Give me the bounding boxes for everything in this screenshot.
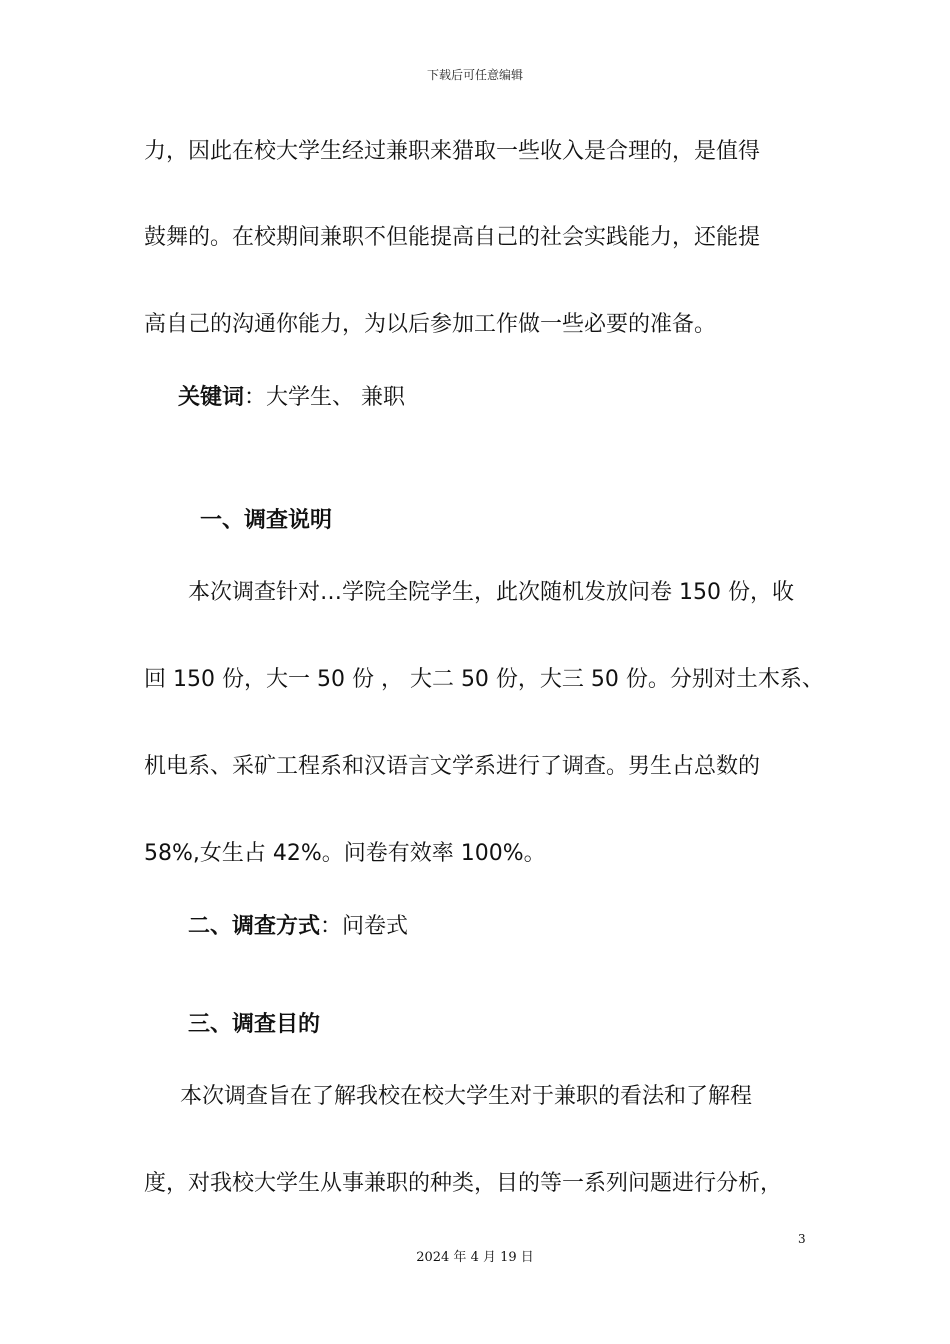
section-heading: 三、调查目的 bbox=[188, 1012, 321, 1037]
paragraph-line: 度，对我校大学生从事兼职的种类，目的等一系列问题进行分析， bbox=[144, 1171, 783, 1196]
section-separator: ： bbox=[320, 914, 343, 939]
keywords-label: 关键词 bbox=[178, 385, 245, 410]
keywords-line bbox=[178, 384, 405, 412]
paragraph-line: 鼓舞的。在校期间兼职不但能提高自己的社会实践能力，还能提 bbox=[144, 225, 761, 250]
keywords-separator: ： bbox=[244, 385, 267, 410]
paragraph-line: 58%,女生占 42%。问卷有效率 100%。 bbox=[144, 841, 546, 866]
survey-method-value: 问卷式 bbox=[342, 914, 409, 939]
page-header: 下载后可任意编辑 bbox=[426, 68, 523, 82]
paragraph-line: 本次调查旨在了解我校在校大学生对于兼职的看法和了解程 bbox=[180, 1084, 753, 1109]
section-heading: 二、调查方式 bbox=[188, 914, 321, 939]
page-number: 3 bbox=[798, 1232, 806, 1246]
paragraph-line: 回 150 份，大一 50 份 ， 大二 50 份，大三 50 份。分别对土木系、 bbox=[144, 667, 824, 692]
paragraph-line: 机电系、采矿工程系和汉语言文学系进行了调查。男生占总数的 bbox=[144, 754, 761, 779]
paragraph-line: 力，因此在校大学生经过兼职来猎取一些收入是合理的，是值得 bbox=[144, 139, 761, 164]
keywords-value: 大学生、 兼职 bbox=[266, 385, 406, 410]
page-footer-date: 2024 年 4 月 19 日 bbox=[416, 1250, 534, 1265]
section-2-line bbox=[188, 913, 408, 941]
section-heading: 一、调查说明 bbox=[200, 508, 333, 533]
paragraph-line: 高自己的沟通你能力，为以后参加工作做一些必要的准备。 bbox=[144, 312, 717, 337]
paragraph-line: 本次调查针对…学院全院学生，此次随机发放问卷 150 份，收 bbox=[188, 580, 794, 605]
